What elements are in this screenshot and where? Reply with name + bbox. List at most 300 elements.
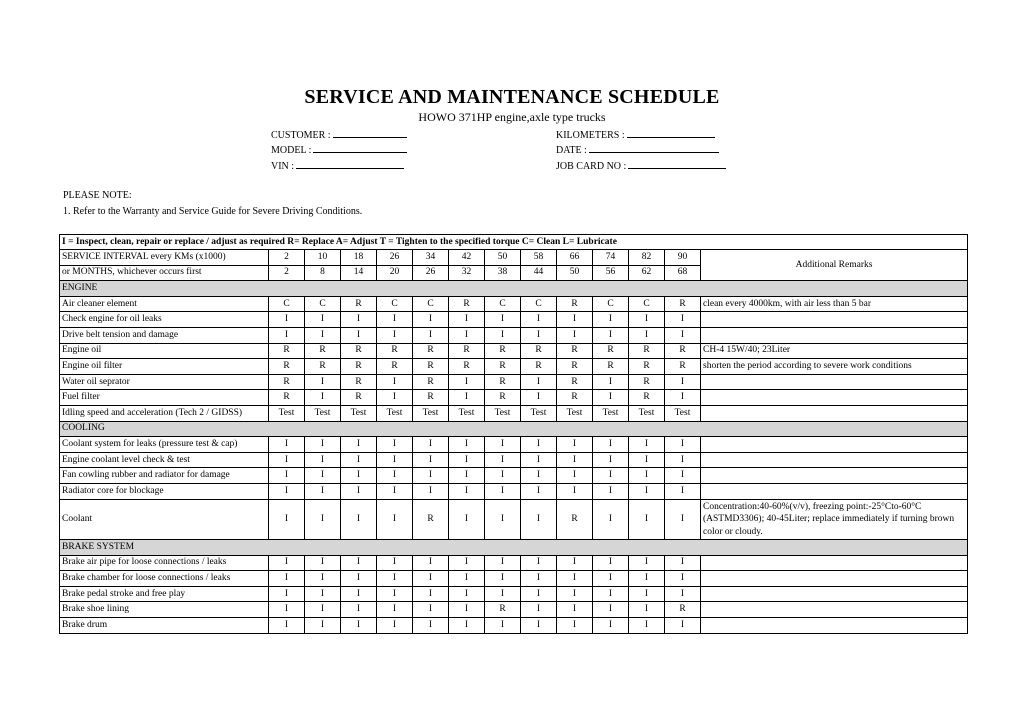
action-cell: R (413, 359, 449, 375)
action-cell: I (305, 483, 341, 499)
action-cell: I (413, 312, 449, 328)
action-cell: I (269, 555, 305, 571)
action-cell: I (341, 499, 377, 540)
action-cell: I (269, 327, 305, 343)
table-row (60, 571, 968, 587)
action-cell: I (665, 555, 701, 571)
action-cell: I (665, 586, 701, 602)
action-cell: R (557, 374, 593, 390)
action-cell: R (557, 359, 593, 375)
action-cell: R (557, 390, 593, 406)
action-cell: I (341, 586, 377, 602)
remark-cell (701, 602, 968, 618)
action-cell: I (521, 586, 557, 602)
action-cell: I (341, 602, 377, 618)
schedule-body (60, 235, 968, 634)
action-cell: I (521, 571, 557, 587)
action-cell: I (413, 468, 449, 484)
action-cell: R (485, 343, 521, 359)
date-label: DATE : (556, 145, 587, 156)
action-cell: R (341, 296, 377, 312)
remark-cell: CH-4 15W/40; 23Liter (701, 343, 968, 359)
action-cell: R (557, 343, 593, 359)
model-field (271, 143, 407, 156)
action-cell: R (341, 359, 377, 375)
interval-km-cell: 82 (629, 250, 665, 266)
action-cell: Test (269, 405, 305, 421)
action-cell: C (413, 296, 449, 312)
action-cell: I (557, 452, 593, 468)
note-heading: PLEASE NOTE: (63, 190, 132, 201)
interval-month-cell: 14 (341, 265, 377, 281)
customer-line (333, 128, 407, 138)
action-cell: I (377, 312, 413, 328)
action-cell: I (485, 571, 521, 587)
action-cell: I (341, 483, 377, 499)
action-cell: I (377, 390, 413, 406)
action-cell: R (485, 390, 521, 406)
action-cell: I (377, 437, 413, 453)
action-cell: I (449, 586, 485, 602)
action-cell: I (629, 312, 665, 328)
action-cell: I (629, 571, 665, 587)
action-cell: R (413, 390, 449, 406)
table-row (60, 483, 968, 499)
action-cell: I (665, 468, 701, 484)
action-cell: R (629, 359, 665, 375)
action-cell: I (521, 437, 557, 453)
item-name: Coolant system for leaks (pressure test & cap) (60, 437, 269, 453)
action-cell: I (665, 312, 701, 328)
action-cell: R (629, 374, 665, 390)
remark-cell (701, 452, 968, 468)
action-cell: I (269, 452, 305, 468)
action-cell: I (341, 437, 377, 453)
remark-cell (701, 312, 968, 328)
interval-month-cell: 26 (413, 265, 449, 281)
remark-cell (701, 390, 968, 406)
interval-km-cell: 34 (413, 250, 449, 266)
vin-field (271, 159, 404, 172)
action-cell: I (593, 571, 629, 587)
action-cell: I (377, 468, 413, 484)
remark-cell (701, 374, 968, 390)
action-cell: C (521, 296, 557, 312)
action-cell: I (557, 602, 593, 618)
action-cell: I (413, 483, 449, 499)
action-cell: I (305, 571, 341, 587)
section-header-row (60, 281, 968, 297)
remark-cell (701, 405, 968, 421)
action-cell: I (269, 312, 305, 328)
action-cell: I (449, 468, 485, 484)
table-row (60, 312, 968, 328)
remarks-header: Additional Remarks (701, 250, 968, 281)
action-cell: I (305, 602, 341, 618)
remark-cell (701, 571, 968, 587)
remark-cell (701, 327, 968, 343)
remark-cell: Concentration:40-60%(v/v), freezing point:-25°Cto-60°C (ASTMD3306); 40-45Liter; replace immediately if turning brown color or cloudy. (701, 499, 968, 540)
action-cell: I (413, 571, 449, 587)
action-cell: I (557, 312, 593, 328)
action-cell: I (341, 327, 377, 343)
item-name: Water oil seprator (60, 374, 269, 390)
action-cell: I (305, 312, 341, 328)
action-cell: R (413, 374, 449, 390)
action-cell: C (629, 296, 665, 312)
action-cell: I (305, 437, 341, 453)
remark-cell (701, 586, 968, 602)
action-cell: I (593, 617, 629, 633)
action-cell: I (557, 586, 593, 602)
action-cell: Test (557, 405, 593, 421)
interval-month-cell: 68 (665, 265, 701, 281)
action-cell: I (593, 555, 629, 571)
item-name: Brake drum (60, 617, 269, 633)
action-cell: I (449, 499, 485, 540)
action-cell: I (305, 374, 341, 390)
remark-cell: clean every 4000km, with air less than 5 bar (701, 296, 968, 312)
action-cell: I (341, 617, 377, 633)
action-cell: I (485, 499, 521, 540)
action-cell: I (665, 483, 701, 499)
action-cell: I (377, 327, 413, 343)
item-name: Brake pedal stroke and free play (60, 586, 269, 602)
action-cell: I (665, 499, 701, 540)
action-cell: I (305, 499, 341, 540)
interval-km-cell: 90 (665, 250, 701, 266)
job-card-line (628, 159, 726, 169)
action-cell: I (485, 586, 521, 602)
action-cell: I (629, 602, 665, 618)
action-cell: I (377, 602, 413, 618)
action-cell: R (449, 343, 485, 359)
action-cell: I (557, 468, 593, 484)
action-cell: R (449, 296, 485, 312)
action-cell: I (449, 312, 485, 328)
action-cell: R (413, 343, 449, 359)
action-cell: I (593, 374, 629, 390)
action-cell: I (377, 452, 413, 468)
remark-cell (701, 483, 968, 499)
table-row (60, 327, 968, 343)
action-cell: I (521, 499, 557, 540)
item-name: Brake chamber for loose connections / leaks (60, 571, 269, 587)
action-cell: R (557, 296, 593, 312)
remark-cell (701, 617, 968, 633)
section-header-row (60, 540, 968, 556)
interval-km-cell: 50 (485, 250, 521, 266)
action-cell: R (521, 343, 557, 359)
item-name: Check engine for oil leaks (60, 312, 269, 328)
action-cell: I (269, 602, 305, 618)
table-row (60, 343, 968, 359)
table-row (60, 617, 968, 633)
action-cell: I (305, 452, 341, 468)
action-cell: I (521, 312, 557, 328)
action-cell: I (485, 327, 521, 343)
action-cell: R (629, 343, 665, 359)
action-cell: I (377, 555, 413, 571)
action-cell: I (305, 555, 341, 571)
action-cell: I (485, 437, 521, 453)
action-cell: C (269, 296, 305, 312)
action-cell: I (449, 374, 485, 390)
interval-month-cell: 8 (305, 265, 341, 281)
action-cell: I (269, 499, 305, 540)
action-cell: I (377, 571, 413, 587)
action-cell: R (557, 499, 593, 540)
item-name: Brake shoe lining (60, 602, 269, 618)
action-cell: I (557, 571, 593, 587)
action-cell: I (521, 602, 557, 618)
action-cell: I (557, 437, 593, 453)
customer-label: CUSTOMER : (271, 130, 331, 141)
action-cell: I (629, 555, 665, 571)
date-line (589, 143, 719, 153)
action-cell: I (269, 483, 305, 499)
action-cell: Test (629, 405, 665, 421)
remark-cell (701, 437, 968, 453)
interval-month-cell: 32 (449, 265, 485, 281)
table-row (60, 452, 968, 468)
interval-month-cell: 62 (629, 265, 665, 281)
action-cell: I (449, 617, 485, 633)
action-cell: R (485, 602, 521, 618)
action-cell: I (269, 571, 305, 587)
action-cell: R (521, 359, 557, 375)
action-cell: I (377, 617, 413, 633)
interval-km-cell: 74 (593, 250, 629, 266)
action-cell: I (521, 327, 557, 343)
action-cell: I (449, 602, 485, 618)
action-cell: I (629, 437, 665, 453)
action-cell: I (593, 452, 629, 468)
action-cell: I (413, 327, 449, 343)
action-cell: R (593, 359, 629, 375)
schedule-table (59, 234, 968, 634)
action-cell: R (629, 390, 665, 406)
action-cell: Test (449, 405, 485, 421)
interval-label: SERVICE INTERVAL every KMs (x1000) (60, 250, 269, 266)
action-cell: I (665, 374, 701, 390)
action-cell: R (341, 343, 377, 359)
table-row (60, 359, 968, 375)
action-cell: I (593, 468, 629, 484)
item-name: Brake air pipe for loose connections / leaks (60, 555, 269, 571)
action-cell: C (305, 296, 341, 312)
action-cell: R (341, 374, 377, 390)
model-label: MODEL : (271, 145, 312, 156)
interval-month-cell: 38 (485, 265, 521, 281)
action-cell: I (413, 602, 449, 618)
action-cell: I (305, 617, 341, 633)
job-card-label: JOB CARD NO : (556, 161, 627, 172)
action-cell: I (485, 468, 521, 484)
action-cell: I (521, 452, 557, 468)
remark-cell (701, 468, 968, 484)
action-cell: I (305, 468, 341, 484)
action-cell: I (665, 571, 701, 587)
action-cell: I (521, 483, 557, 499)
action-cell: Test (485, 405, 521, 421)
action-cell: I (557, 327, 593, 343)
table-row (60, 390, 968, 406)
action-cell: I (269, 468, 305, 484)
action-cell: I (269, 586, 305, 602)
item-name: Coolant (60, 499, 269, 540)
action-cell: I (629, 327, 665, 343)
page-subtitle: HOWO 371HP engine,axle type trucks (418, 110, 606, 124)
table-row (60, 586, 968, 602)
action-cell: I (413, 555, 449, 571)
action-cell: I (521, 617, 557, 633)
action-cell: R (485, 374, 521, 390)
item-name: Idling speed and acceleration (Tech 2 / GIDSS) (60, 405, 269, 421)
action-cell: I (557, 555, 593, 571)
table-row (60, 555, 968, 571)
item-name: Air cleaner element (60, 296, 269, 312)
action-cell: R (665, 296, 701, 312)
table-row (60, 374, 968, 390)
action-cell: I (629, 468, 665, 484)
action-cell: R (269, 359, 305, 375)
action-cell: I (629, 586, 665, 602)
item-name: Fan cowling rubber and radiator for damage (60, 468, 269, 484)
interval-km-cell: 58 (521, 250, 557, 266)
interval-km-cell: 18 (341, 250, 377, 266)
action-cell: I (341, 468, 377, 484)
action-cell: I (269, 617, 305, 633)
item-name: Engine oil (60, 343, 269, 359)
action-cell: I (377, 499, 413, 540)
section-title: ENGINE (60, 281, 968, 297)
action-cell: I (629, 452, 665, 468)
action-cell: R (305, 359, 341, 375)
action-cell: I (593, 437, 629, 453)
action-cell: I (413, 437, 449, 453)
action-cell: Test (521, 405, 557, 421)
action-cell: I (377, 374, 413, 390)
item-name: Engine oil filter (60, 359, 269, 375)
action-cell: I (521, 374, 557, 390)
action-cell: R (341, 390, 377, 406)
action-cell: R (413, 499, 449, 540)
model-line (313, 143, 407, 153)
action-cell: Test (665, 405, 701, 421)
action-cell: Test (341, 405, 377, 421)
job-card-field (556, 159, 726, 172)
action-cell: I (665, 452, 701, 468)
interval-month-cell: 2 (269, 265, 305, 281)
interval-month-cell: 20 (377, 265, 413, 281)
section-header-row (60, 421, 968, 437)
action-cell: I (485, 555, 521, 571)
action-cell: I (449, 483, 485, 499)
legend-text: I = Inspect, clean, repair or replace / adjust as required R= Replace A= Adjust T = Tighten to the specified torque C= Clean L= Lubricate (60, 235, 968, 250)
interval-month-cell: 56 (593, 265, 629, 281)
action-cell: I (449, 437, 485, 453)
vin-label: VIN : (271, 161, 295, 172)
table-row (60, 499, 968, 540)
interval-km-cell: 42 (449, 250, 485, 266)
action-cell: I (485, 312, 521, 328)
kilometers-line (627, 128, 715, 138)
action-cell: I (341, 312, 377, 328)
action-cell: I (593, 602, 629, 618)
action-cell: I (341, 571, 377, 587)
action-cell: I (377, 483, 413, 499)
kilometers-field (556, 128, 715, 141)
action-cell: I (341, 452, 377, 468)
action-cell: Test (377, 405, 413, 421)
action-cell: I (593, 483, 629, 499)
page-title: SERVICE AND MAINTENANCE SCHEDULE (304, 86, 720, 108)
action-cell: R (305, 343, 341, 359)
table-row (60, 468, 968, 484)
item-name: Fuel filter (60, 390, 269, 406)
action-cell: C (485, 296, 521, 312)
table-row (60, 602, 968, 618)
action-cell: I (449, 327, 485, 343)
interval-km-cell: 66 (557, 250, 593, 266)
action-cell: I (593, 390, 629, 406)
interval-month-cell: 50 (557, 265, 593, 281)
item-name: Drive belt tension and damage (60, 327, 269, 343)
item-name: Radiator core for blockage (60, 483, 269, 499)
section-title: BRAKE SYSTEM (60, 540, 968, 556)
action-cell: I (665, 437, 701, 453)
action-cell: I (413, 452, 449, 468)
action-cell: I (665, 327, 701, 343)
customer-field (271, 128, 407, 141)
section-title: COOLING (60, 421, 968, 437)
action-cell: I (629, 483, 665, 499)
legend-row (60, 235, 968, 250)
action-cell: C (377, 296, 413, 312)
action-cell: R (449, 359, 485, 375)
table-row (60, 437, 968, 453)
action-cell: R (269, 343, 305, 359)
action-cell: I (413, 617, 449, 633)
action-cell: I (413, 586, 449, 602)
action-cell: I (557, 617, 593, 633)
table-row (60, 296, 968, 312)
action-cell: I (629, 617, 665, 633)
kilometers-label: KILOMETERS : (556, 130, 625, 141)
note-line: 1. Refer to the Warranty and Service Guide for Severe Driving Conditions. (63, 206, 363, 217)
action-cell: R (269, 374, 305, 390)
action-cell: I (593, 586, 629, 602)
action-cell: I (521, 468, 557, 484)
interval-km-cell: 10 (305, 250, 341, 266)
action-cell: I (485, 452, 521, 468)
interval-km-cell: 26 (377, 250, 413, 266)
action-cell: I (629, 499, 665, 540)
action-cell: I (449, 452, 485, 468)
action-cell: R (665, 343, 701, 359)
action-cell: R (593, 343, 629, 359)
action-cell: I (449, 555, 485, 571)
action-cell: I (593, 499, 629, 540)
action-cell: I (305, 327, 341, 343)
action-cell: I (521, 390, 557, 406)
date-field (556, 143, 719, 156)
action-cell: I (665, 617, 701, 633)
remark-cell: shorten the period according to severe work conditions (701, 359, 968, 375)
action-cell: R (377, 359, 413, 375)
action-cell: I (305, 586, 341, 602)
